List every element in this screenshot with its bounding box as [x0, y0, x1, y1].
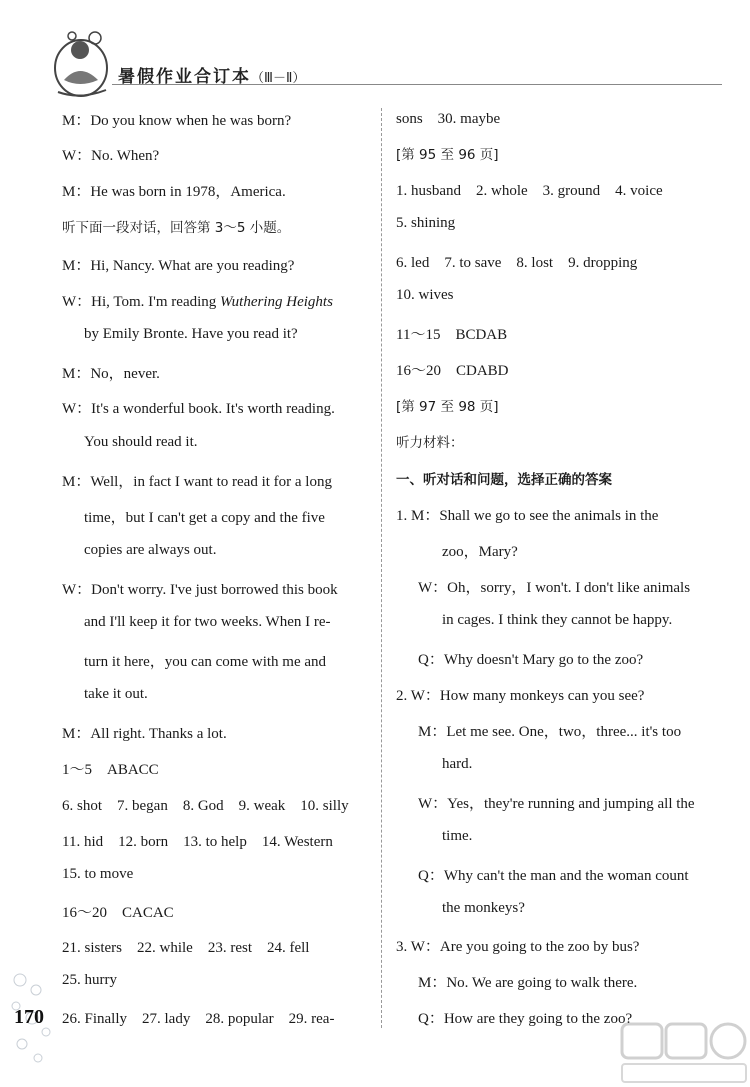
- text-line: W：No. When?: [62, 148, 160, 164]
- text-line: 1. M：Shall we go to see the animals in the: [396, 508, 659, 524]
- text-line: 3. W：Are you going to the zoo by bus?: [396, 939, 640, 955]
- text-line: W：Don't worry. I've just borrowed this book: [62, 582, 338, 598]
- text-line: 6. shot 7. began 8. God 9. weak 10. silly: [62, 798, 349, 814]
- text-line: copies are always out.: [84, 542, 217, 558]
- book-title: Wuthering Heights: [220, 294, 333, 310]
- text-line: time.: [442, 828, 473, 844]
- text-line: 26. Finally 27. lady 28. popular 29. rea-: [62, 1011, 335, 1027]
- section-heading: [第 97 至 98 页]: [396, 399, 499, 415]
- header-subtitle: （Ⅲ－Ⅱ）: [251, 71, 306, 86]
- text-line: hard.: [442, 756, 473, 772]
- text-line: 11. hid 12. born 13. to help 14. Western: [62, 834, 333, 850]
- text-line: 听下面一段对话，回答第 3～5 小题。: [62, 220, 291, 236]
- text-line: 听力材料：: [396, 435, 464, 451]
- text-line: Q：Why doesn't Mary go to the zoo?: [418, 652, 644, 668]
- text-line: zoo，Mary?: [442, 544, 518, 560]
- text-line: turn it here，you can come with me and: [84, 654, 327, 670]
- text-line: 15. to move: [62, 866, 134, 882]
- text-line: 一、听对话和问题，选择正确的答案: [396, 472, 612, 488]
- text-line: 1. husband 2. whole 3. ground 4. voice: [396, 183, 663, 199]
- text-line: W：Oh，sorry，I won't. I don't like animals: [418, 580, 691, 596]
- text-line: 16～20 CDABD: [396, 363, 509, 379]
- text-line: the monkeys?: [442, 900, 525, 916]
- text-line: 16～20 CACAC: [62, 905, 174, 921]
- text-line: 10. wives: [396, 287, 454, 303]
- text-line: M：He was born in 1978，America.: [62, 184, 286, 200]
- text-line: take it out.: [84, 686, 148, 702]
- text-line: sons 30. maybe: [396, 111, 501, 127]
- text-line: Q：Why can't the man and the woman count: [418, 868, 689, 884]
- page-header: [0, 0, 750, 100]
- text-line: M：No. We are going to walk there.: [418, 975, 638, 991]
- text-line: time，but I can't get a copy and the five: [84, 510, 325, 526]
- text-line: W：Yes，they're running and jumping all the: [418, 796, 695, 812]
- text-line: M：Do you know when he was born?: [62, 113, 292, 129]
- text-line: and I'll keep it for two weeks. When I re-: [84, 614, 331, 630]
- text-line: You should read it.: [84, 434, 198, 450]
- text-line: 2. W：How many monkeys can you see?: [396, 688, 645, 704]
- text-line: by Emily Bronte. Have you read it?: [84, 326, 298, 342]
- text-line: M：Let me see. One，two，three... it's too: [418, 724, 682, 740]
- text-line: 11～15 BCDAB: [396, 327, 508, 343]
- text-line: Q：How are they going to the zoo?: [418, 1011, 633, 1027]
- text-line: W：Hi, Tom. I'm reading Wuthering Heights: [62, 294, 333, 310]
- reading-child-logo-icon: [50, 28, 112, 100]
- section-heading: [第 95 至 96 页]: [396, 147, 499, 163]
- header-divider: [112, 84, 722, 85]
- page-number: 170: [14, 1006, 44, 1028]
- column-divider: [381, 108, 382, 1028]
- text-line: 6. led 7. to save 8. lost 9. dropping: [396, 255, 638, 271]
- text-line: M：Hi, Nancy. What are you reading?: [62, 258, 295, 274]
- text-line: 25. hurry: [62, 972, 117, 988]
- text-line: M：All right. Thanks a lot.: [62, 726, 227, 742]
- text-line: M：Well，in fact I want to read it for a long: [62, 474, 332, 490]
- text-line: 1～5 ABACC: [62, 762, 159, 778]
- text-line: in cages. I think they cannot be happy.: [442, 612, 673, 628]
- header-title-text: 暑假作业合订本: [118, 67, 251, 87]
- text-line: M：No，never.: [62, 366, 160, 382]
- watermark-logo-icon: [618, 1020, 750, 1087]
- text-line: 21. sisters 22. while 23. rest 24. fell: [62, 940, 310, 956]
- text-line: W：It's a wonderful book. It's worth reading.: [62, 401, 335, 417]
- text-line: 5. shining: [396, 215, 456, 231]
